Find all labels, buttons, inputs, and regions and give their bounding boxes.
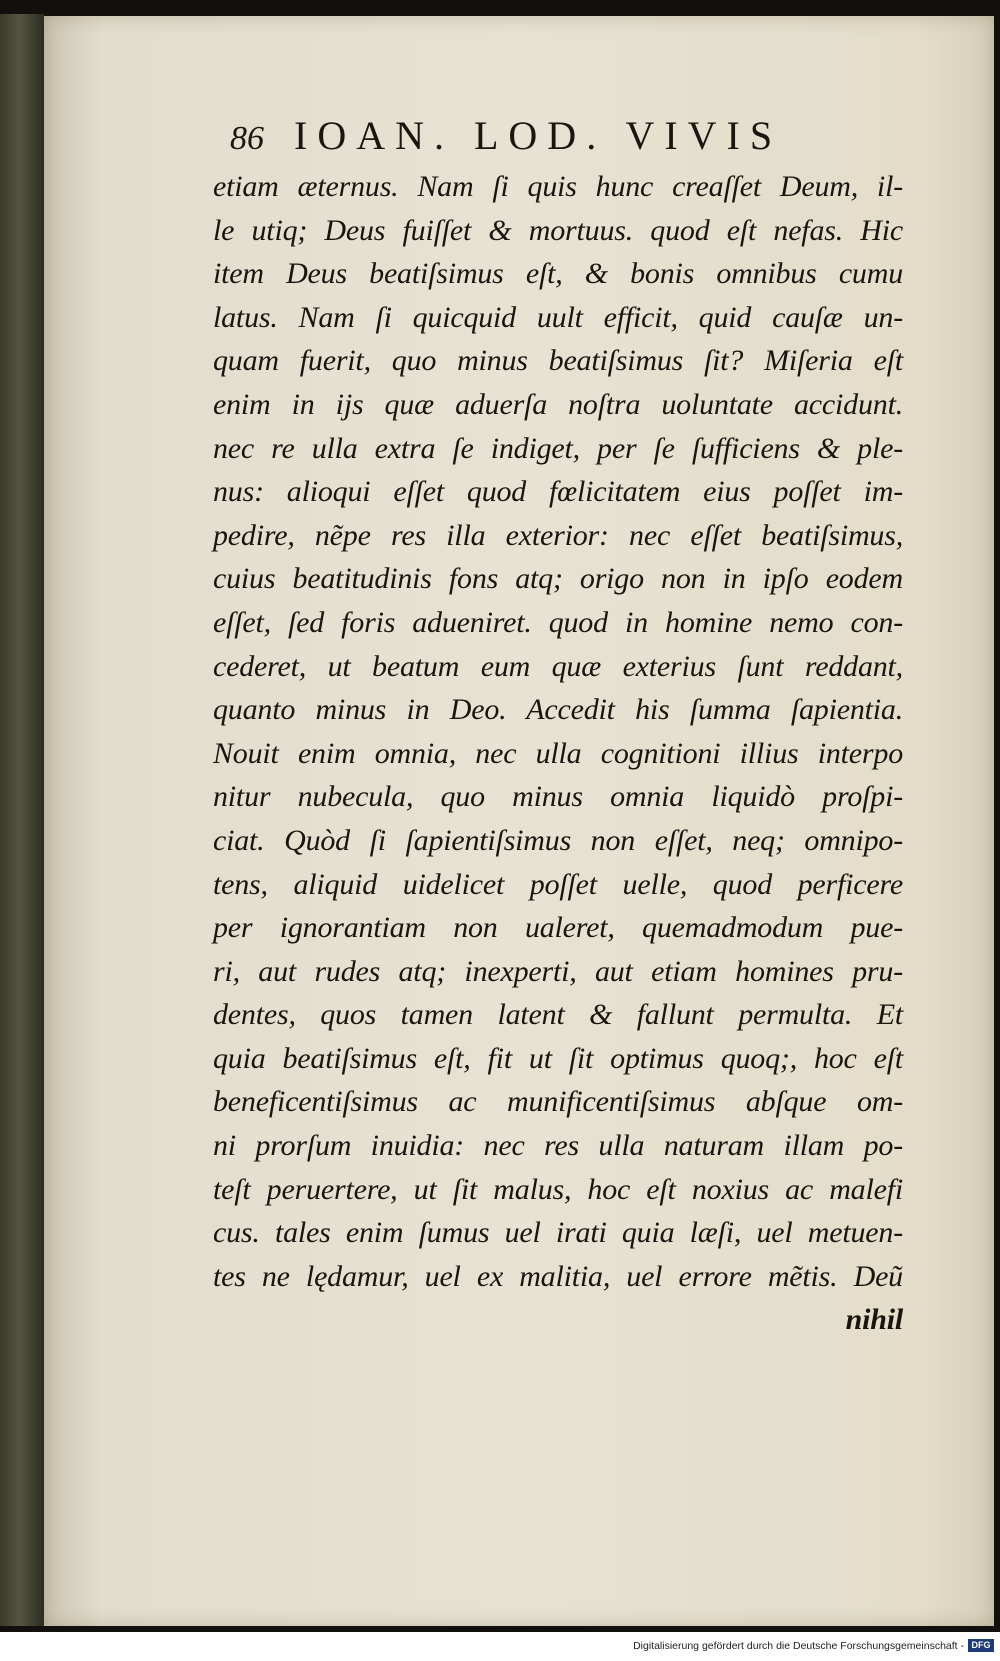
- text-line: nus: alioqui eſſet quod fœlicitatem eius poſſet im-: [213, 475, 903, 509]
- text-line: tens, aliquid uidelicet poſſet uelle, quod perficere: [213, 867, 903, 901]
- page-number: 86: [230, 120, 264, 157]
- dfg-logo-icon: DFG: [968, 1639, 994, 1652]
- text-line: dentes, quos tamen latent & fallunt permulta. Et: [213, 998, 903, 1032]
- digitization-footer: [0, 1632, 1000, 1661]
- text-line: enim in ijs quæ aduerſa noſtra uoluntate accidunt.: [213, 387, 903, 421]
- text-line: ni prorſum inuidia: nec res ulla naturam illam po-: [213, 1129, 903, 1163]
- text-line: ciat. Quòd ſi ſapientiſsimus non eſſet, neq; omnipo-: [213, 823, 903, 857]
- text-line: teſt peruertere, ut ſit malus, hoc eſt noxius ac malefi: [213, 1172, 903, 1206]
- book-binding-edge: [0, 14, 44, 1626]
- text-line: tes ne lędamur, uel ex malitia, uel errore mẽtis. Deũ: [213, 1259, 903, 1293]
- funding-credit: Digitalisierung gefördert durch die Deutsche Forschungsgemeinschaft -: [633, 1640, 964, 1652]
- text-line: quanto minus in Deo. Accedit his ſumma ſapientia.: [213, 693, 903, 727]
- text-line: le utiq; Deus fuiſſet & mortuus. quod eſt nefas. Hic: [213, 213, 903, 247]
- text-line: cuius beatitudinis fons atq; origo non in ipſo eodem: [213, 562, 903, 596]
- text-line: per ignorantiam non ualeret, quemadmodum pue-: [213, 911, 903, 945]
- text-line: quam fuerit, quo minus beatiſsimus ſit? Miſeria eſt: [213, 344, 903, 378]
- text-line: nec re ulla extra ſe indiget, per ſe ſufficiens & ple-: [213, 431, 903, 465]
- text-line: cus. tales enim ſumus uel irati quia læſi, uel metuen-: [213, 1216, 903, 1250]
- text-line: eſſet, ſed foris adueniret. quod in homine nemo con-: [213, 605, 903, 639]
- text-line: item Deus beatiſsimus eſt, & bonis omnibus cumu: [213, 257, 903, 291]
- text-line: nitur nubecula, quo minus omnia liquidò proſpi-: [213, 780, 903, 814]
- text-line: quia beatiſsimus eſt, fit ut ſit optimus quoq;, hoc eſt: [213, 1041, 903, 1075]
- text-line: pedire, nẽpe res illa exterior: nec eſſet beatiſsimus,: [213, 518, 903, 552]
- running-head: [230, 112, 830, 162]
- text-line: etiam æternus. Nam ſi quis hunc creaſſet Deum, il-: [213, 170, 903, 203]
- body-text: [213, 165, 903, 1342]
- catchword: nihil: [845, 1303, 903, 1337]
- running-head-title: IOAN. LOD. VIVIS: [294, 113, 783, 158]
- text-line: ri, aut rudes atq; inexperti, aut etiam homines pru-: [213, 954, 903, 988]
- text-line: beneficentiſsimus ac munificentiſsimus abſque om-: [213, 1085, 903, 1119]
- text-line: cederet, ut beatum eum quæ exterius ſunt reddant,: [213, 649, 903, 683]
- text-line: latus. Nam ſi quicquid uult efficit, quid cauſæ un-: [213, 300, 903, 334]
- text-line: Nouit enim omnia, nec ulla cognitioni illius interpo: [213, 736, 903, 770]
